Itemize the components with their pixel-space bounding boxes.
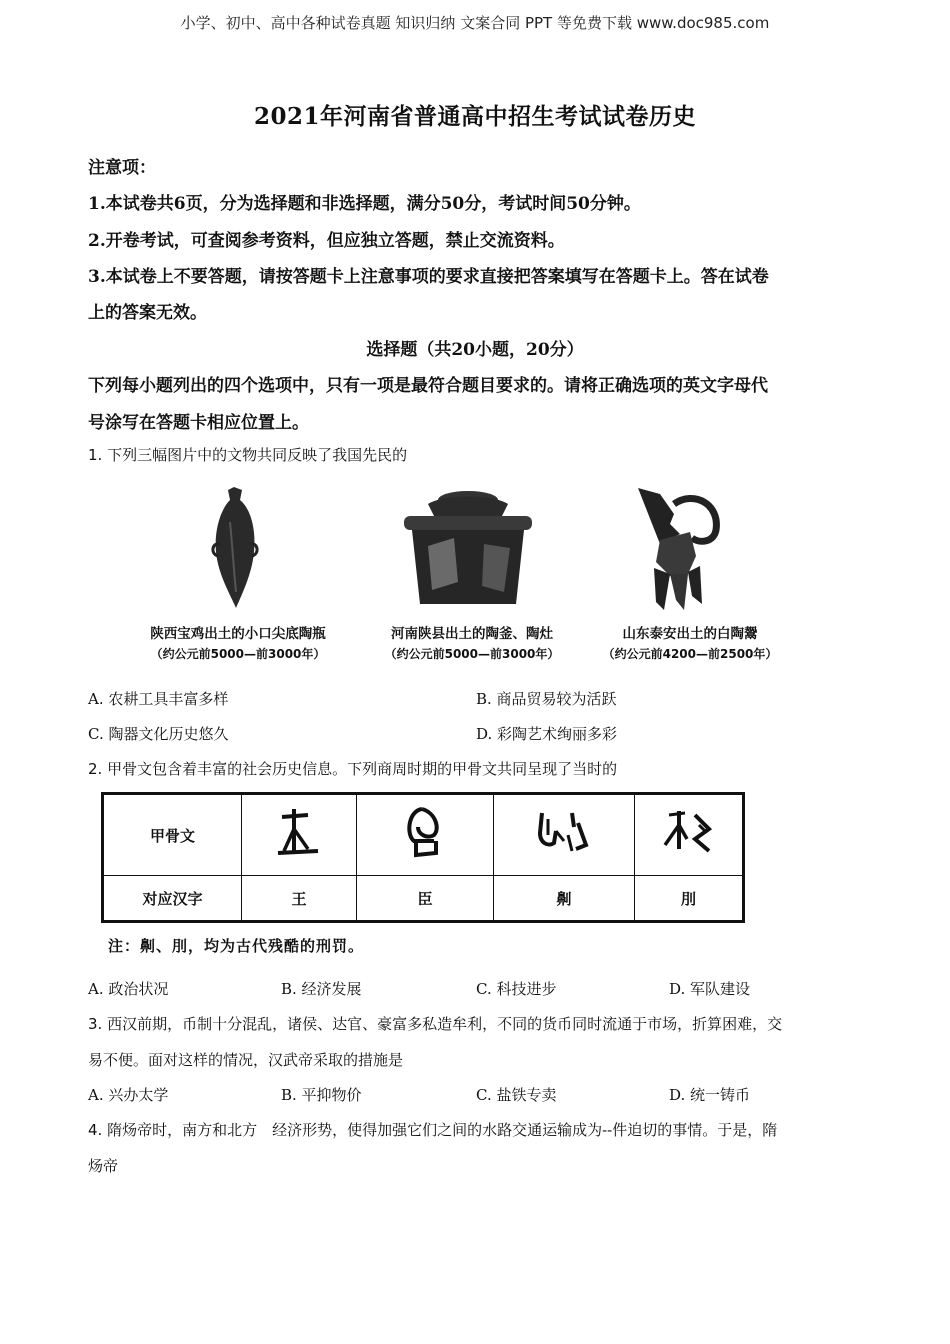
q1-stem [88, 444, 407, 465]
q2-stem-text: 甲骨文包含着丰富的社会历史信息。下列商周时期的甲骨文共同呈现了当时的 [107, 760, 618, 778]
q2-stem [88, 758, 617, 779]
artifact-image-pointed-bottle [190, 482, 280, 616]
notice-item-2: 2.开卷考试，可查阅参考资料，但应独立答题，禁止交流资料。 [88, 231, 565, 251]
q3-stem-line2: 易不便。面对这样的情况，汉武帝采取的措施是 [88, 1051, 404, 1069]
q2-option-b: B. 经济发展 [281, 980, 362, 998]
q3-stem-line1 [88, 1013, 782, 1034]
q2-option-c: C. 科技进步 [476, 980, 557, 998]
q1-image-caption-1 [128, 622, 348, 662]
q3-option-a: A. 兴办太学 [88, 1086, 169, 1104]
q2-note: 注：劓、刖，均为古代残酷的刑罚。 [108, 937, 365, 955]
hanzi-cell-3: 劓 [494, 876, 635, 922]
q1-caption-2-title: 河南陕县出土的陶釜、陶灶 [391, 626, 553, 642]
q3-number: 3. [88, 1015, 103, 1033]
q1-stem-text: 下列三幅图片中的文物共同反映了我国先民的 [107, 446, 408, 464]
q2-option-a: A. 政治状况 [88, 980, 169, 998]
section-heading: 选择题（共20小题，20分） [366, 340, 584, 360]
q1-option-a: A. 农耕工具丰富多样 [88, 690, 229, 708]
oracle-glyph-yi-icon [494, 794, 635, 876]
q1-image-caption-2 [362, 622, 582, 662]
q1-caption-3-title: 山东泰安出土的白陶鬶 [622, 626, 758, 642]
section-instruction-line2: 号涂写在答题卡相应位置上。 [88, 413, 309, 433]
q2-number: 2. [88, 760, 103, 778]
notice-heading: 注意项： [88, 158, 156, 178]
q4-number: 4. [88, 1121, 103, 1139]
q1-caption-1-title: 陕西宝鸡出土的小口尖底陶瓶 [150, 626, 326, 642]
oracle-glyph-chen-icon [357, 794, 494, 876]
q3-option-d: D. 统一铸币 [669, 1086, 751, 1104]
q1-option-d: D. 彩陶艺术绚丽多彩 [476, 725, 618, 743]
q3-option-c: C. 盐铁专卖 [476, 1086, 557, 1104]
section-instruction-line1: 下列每小题列出的四个选项中，只有一项是最符合题目要求的。请将正确选项的英文字母代 [88, 376, 768, 396]
page-title: 2021年河南省普通高中招生考试试卷历史 [253, 103, 696, 130]
notice-item-3-line1: 3.本试卷上不要答题，请按答题卡上注意事项的要求直接把答案填写在答题卡上。答在试卷 [88, 267, 769, 287]
hanzi-cell-4: 刖 [635, 876, 744, 922]
q4-stem-line2: 炀帝 [88, 1157, 119, 1175]
q4-stem-line1 [88, 1119, 777, 1140]
oracle-row [103, 794, 744, 876]
oracle-row-label-cell [103, 794, 242, 876]
q1-option-c: C. 陶器文化历史悠久 [88, 725, 229, 743]
hanzi-row-label: 对应汉字 [142, 889, 203, 908]
artifact-image-pottery-stove [398, 486, 538, 615]
hanzi-row [103, 876, 744, 922]
site-banner: 小学、初中、高中各种试卷真题 知识归纳 文案合同 PPT 等免费下载 www.doc985.com [180, 14, 770, 32]
oracle-row-label: 甲骨文 [149, 826, 195, 845]
hanzi-cell-2: 臣 [357, 876, 494, 922]
q4-stem-text: 隋炀帝时，南方和北方 经济形势，使得加强它们之间的水路交通运输成为--件迫切的事情。于是，隋 [107, 1121, 778, 1139]
oracle-glyph-yue-icon [635, 794, 744, 876]
oracle-bone-table [101, 792, 745, 923]
q3-stem-text: 西汉前期，币制十分混乱，诸侯、达官、豪富多私造牟利，不同的货币同时流通于市场，折算困难，交 [107, 1015, 783, 1033]
q1-caption-1-date: （约公元前5000—前3000年） [150, 647, 326, 661]
q2-option-d: D. 军队建设 [669, 980, 751, 998]
q1-caption-3-date: （约公元前4200—前2500年） [602, 647, 778, 661]
q1-caption-2-date: （约公元前5000—前3000年） [384, 647, 560, 661]
q1-image-caption-3 [592, 622, 788, 662]
notice-item-1: 1.本试卷共6页，分为选择题和非选择题，满分50分，考试时间50分钟。 [88, 194, 641, 214]
oracle-glyph-wang-icon [242, 794, 357, 876]
notice-item-3-line2: 上的答案无效。 [88, 303, 207, 323]
q3-option-b: B. 平抑物价 [281, 1086, 362, 1104]
artifact-image-white-gui [630, 484, 730, 618]
q1-number: 1. [88, 446, 103, 464]
q1-option-b: B. 商品贸易较为活跃 [476, 690, 617, 708]
hanzi-row-label-cell [103, 876, 242, 922]
hanzi-cell-1: 王 [242, 876, 357, 922]
